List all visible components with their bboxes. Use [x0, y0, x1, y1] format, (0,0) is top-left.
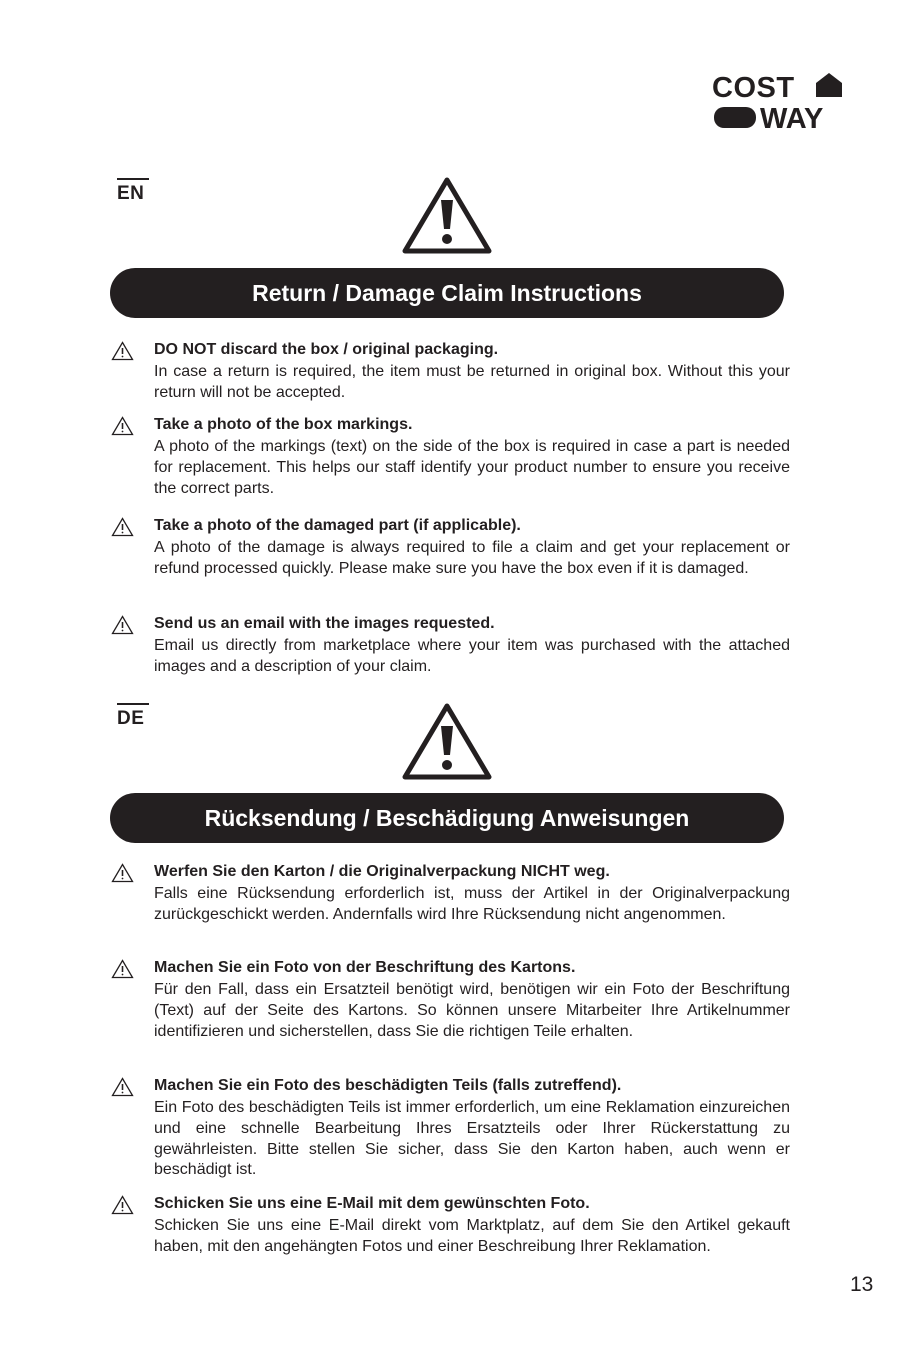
instruction-heading: Werfen Sie den Karton / die Originalverpackung NICHT weg. [154, 863, 610, 880]
warning-small-icon [111, 517, 134, 537]
section-title-banner: Return / Damage Claim Instructions [110, 268, 784, 318]
language-code: EN [117, 183, 145, 204]
warning-triangle-icon [401, 702, 493, 780]
logo-word-cost: COST [712, 72, 795, 104]
instruction-text: A photo of the markings (text) on the side of the box is required in case a part is needed for replacement. This helps our staff identify your product number to ensure you receive the correct parts. [154, 438, 790, 497]
language-code: DE [117, 708, 145, 729]
warning-small-icon [111, 863, 134, 883]
instruction-text: A photo of the damage is always required to file a claim and get your replacement or refund processed quickly. Please make sure you have the box even if it is damaged. [154, 539, 790, 577]
instruction-heading: Schicken Sie uns eine E-Mail mit dem gewünschten Foto. [154, 1195, 590, 1212]
instruction-text: Ein Foto des beschädigten Teils ist immer erforderlich, um eine Reklamation einzureichen und eine schnelle Bearbeitung Ihres Ersatzteils oder Ihrer Rückerstattung zu gewährleisten. Bitte stellen Sie sicher, dass Sie den Karton haben, auch wenn er beschädigt ist. [154, 1099, 790, 1179]
instruction-text: Email us directly from marketplace where your item was purchased with the attached images and a description of your claim. [154, 637, 790, 675]
instruction-heading: DO NOT discard the box / original packaging. [154, 341, 499, 358]
warning-small-icon [111, 959, 134, 979]
instruction-heading: Take a photo of the damaged part (if applicable). [154, 517, 521, 534]
logo-pill-shape [714, 107, 756, 128]
language-tag-de [117, 703, 149, 730]
instruction-heading: Machen Sie ein Foto des beschädigten Teils (falls zutreffend). [154, 1077, 622, 1094]
instruction-heading: Send us an email with the images requested. [154, 615, 495, 632]
instruction-text: In case a return is required, the item must be returned in original box. Without this your return will not be accepted. [154, 363, 790, 401]
warning-small-icon [111, 416, 134, 436]
logo-house-shape [816, 73, 842, 97]
instruction-heading: Machen Sie ein Foto von der Beschriftung des Kartons. [154, 959, 576, 976]
warning-small-icon [111, 1077, 134, 1097]
warning-triangle-icon [401, 176, 493, 254]
costway-logo [712, 70, 846, 132]
instruction-heading: Take a photo of the box markings. [154, 416, 413, 433]
language-tag-bar [117, 178, 149, 180]
instruction-text: Schicken Sie uns eine E-Mail direkt vom Marktplatz, auf dem Sie den Artikel gekauft haben, mit den angehängten Fotos und einer Beschreibung Ihrer Reklamation. [154, 1217, 790, 1255]
section-title-banner: Rücksendung / Beschädigung Anweisungen [110, 793, 784, 843]
warning-small-icon [111, 341, 134, 361]
language-tag-en [117, 178, 149, 205]
instruction-text: Für den Fall, dass ein Ersatzteil benötigt wird, benötigen wir ein Foto der Beschriftung (Text) auf der Seite des Kartons. So können unsere Mitarbeiter Ihre Artikelnummer identifizieren und sicherstellen, dass Sie die richtigen Teile erhalten. [154, 981, 790, 1040]
instruction-text: Falls eine Rücksendung erforderlich ist, muss der Artikel in der Originalverpackung zurückgeschickt werden. Andernfalls wird Ihre Rücksendung nicht angenommen. [154, 885, 790, 923]
language-tag-bar [117, 703, 149, 705]
page-number: 13 [850, 1273, 874, 1296]
warning-small-icon [111, 615, 134, 635]
logo-word-way: WAY [760, 103, 824, 132]
warning-small-icon [111, 1195, 134, 1215]
